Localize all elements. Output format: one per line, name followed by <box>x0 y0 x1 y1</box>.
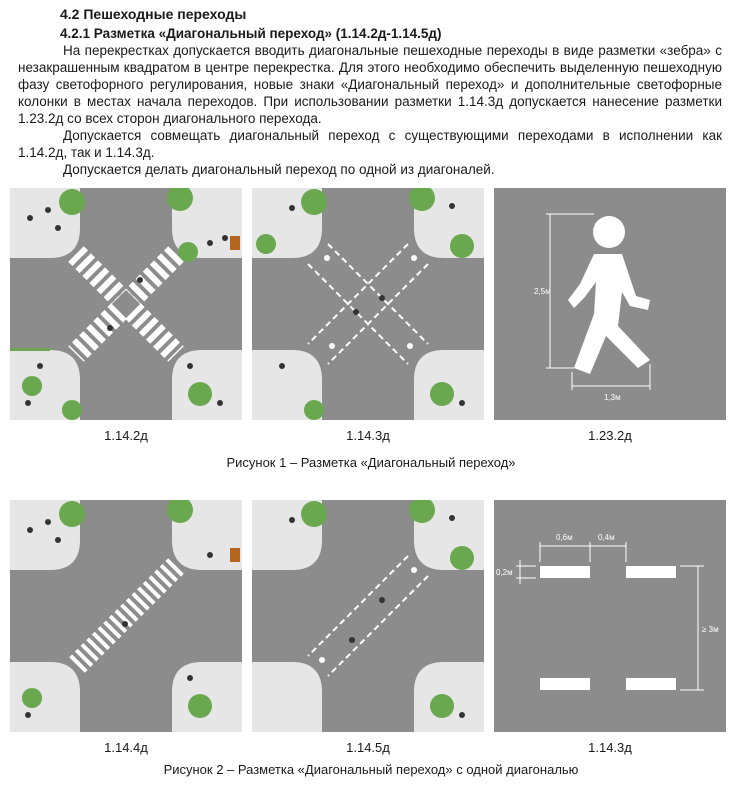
intersection-dashed-double-diagonal <box>252 188 484 420</box>
paragraph-2: Допускается совмещать диагональный переход с существующими переходами в исполнении как 1.14.2д, так и 1.14.3д. <box>18 128 722 160</box>
dashed-marking-dimensions <box>494 500 726 732</box>
figure-2-caption: Рисунок 2 – Разметка «Диагональный переход» с одной диагональю <box>163 762 579 777</box>
dim-width-label: 1,3м <box>604 393 621 402</box>
label-1-14-3d: 1.14.3д <box>346 428 390 443</box>
intersection-zebra-double-diagonal <box>10 188 242 420</box>
label-1-14-4d: 1.14.4д <box>104 740 148 755</box>
dim-stripe-width: 0,6м <box>556 533 573 542</box>
label-1-23-2d: 1.23.2д <box>588 428 632 443</box>
label-1-14-3d-dimensions: 1.14.3д <box>588 740 632 755</box>
subsection-heading: 4.2.1 Разметка «Диагональный переход» (1.14.2д-1.14.5д) <box>60 26 442 41</box>
label-1-14-2d: 1.14.2д <box>104 428 148 443</box>
label-1-14-5d: 1.14.5д <box>346 740 390 755</box>
paragraph-1: На перекрестках допускается вводить диагональные пешеходные переходы в виде разметки «зебра» с незакрашенным квадратом в центре перекрестка. Для этого необходимо обеспечить выделенную пешеходную фазу светофорного регулирования, новые знаки «Диагональный переход» и дополнительные светофорные колонки в местах начала переходов. При использовании разметки 1.14.3д допускается нанесение разметки 1.23.2д со всех сторон диагонального перехода. <box>18 43 722 126</box>
dim-crossing-width: ≥ 3м <box>702 625 719 634</box>
intersection-dashed-single-diagonal <box>252 500 484 732</box>
pedestrian-symbol-marking <box>494 188 726 420</box>
dim-height-label: 2,5м <box>534 287 551 296</box>
dim-stripe-height: 0,2м <box>496 568 513 577</box>
section-heading: 4.2 Пешеходные переходы <box>60 6 247 22</box>
paragraph-3: Допускается делать диагональный переход по одной из диагоналей. <box>63 162 495 177</box>
dim-gap-width: 0,4м <box>598 533 615 542</box>
intersection-zebra-single-diagonal <box>10 500 242 732</box>
figure-1-caption: Рисунок 1 – Разметка «Диагональный переход» <box>226 455 516 470</box>
